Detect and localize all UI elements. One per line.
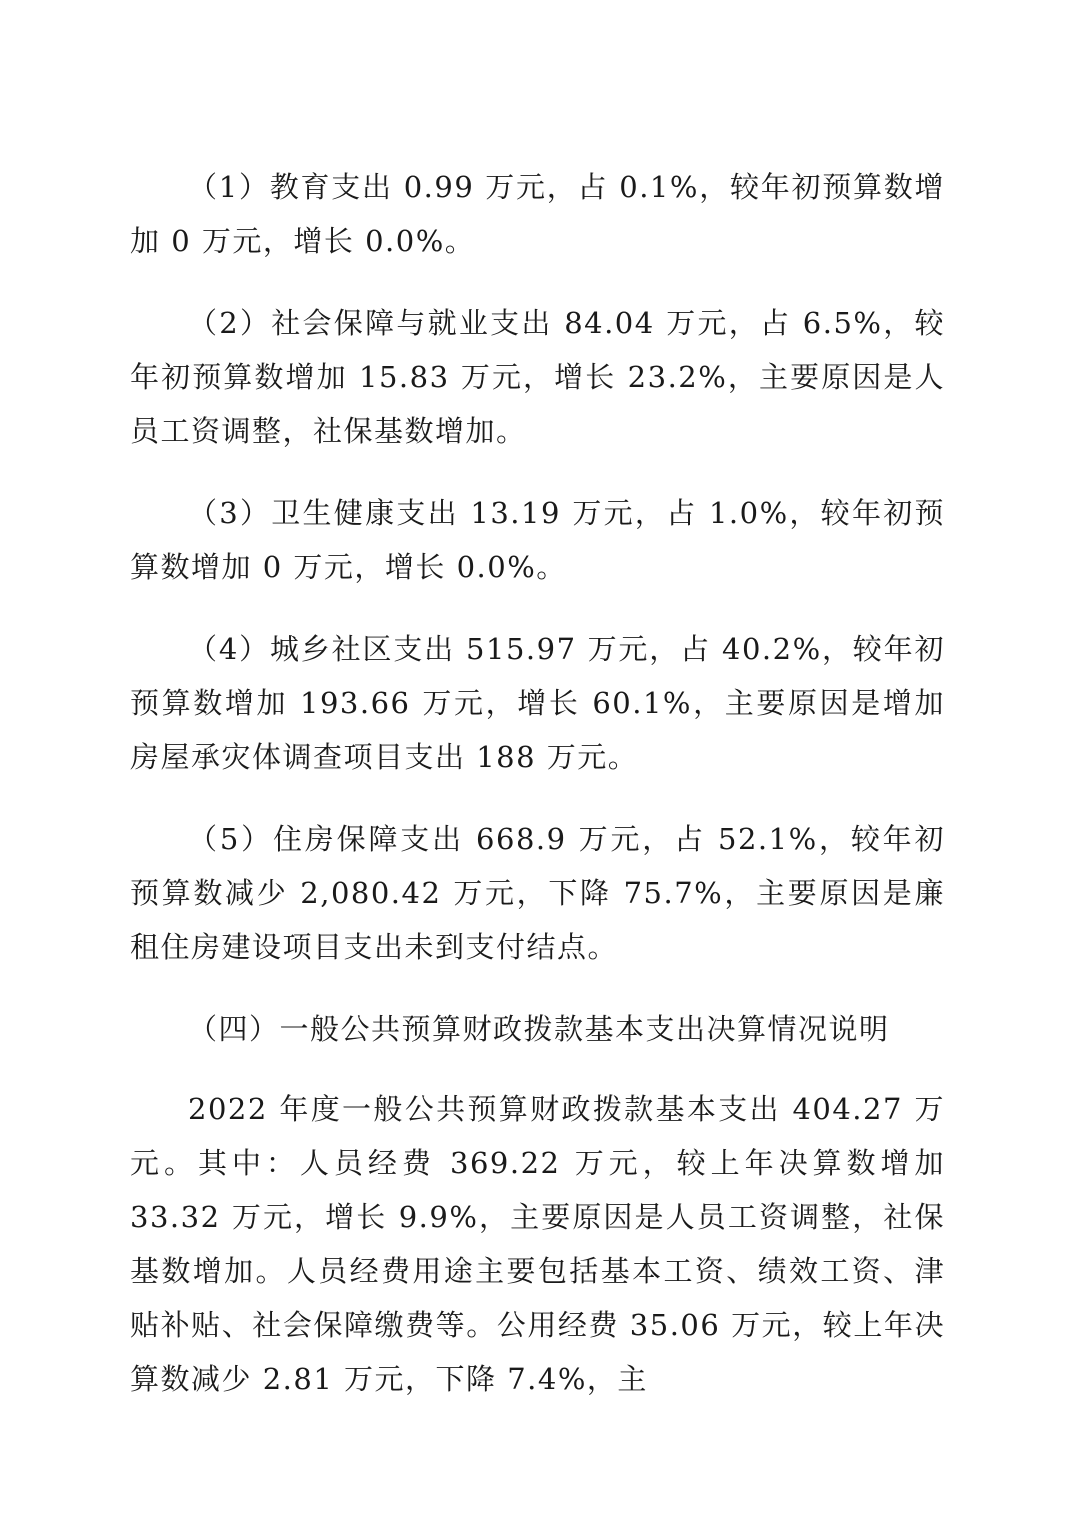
expense-item-health: （3）卫生健康支出 13.19 万元，占 1.0%，较年初预算数增加 0 万元，增长 0.0%。 bbox=[130, 496, 945, 584]
section-heading: （四）一般公共预算财政拨款基本支出决算情况说明 bbox=[188, 1012, 890, 1046]
document-page bbox=[130, 160, 945, 1406]
expense-item-education: （1）教育支出 0.99 万元，占 0.1%，较年初预算数增加 0 万元，增长 0.0%。 bbox=[130, 170, 945, 258]
expense-item-social-security: （2）社会保障与就业支出 84.04 万元，占 6.5%，较年初预算数增加 15.83 万元，增长 23.2%，主要原因是人员工资调整，社保基数增加。 bbox=[130, 306, 945, 448]
body-paragraph: 2022 年度一般公共预算财政拨款基本支出 404.27 万元。其中：人员经费 369.22 万元，较上年决算数增加 33.32 万元，增长 9.9%，主要原因是人员工资调整，社保基数增加。人员经费用途主要包括基本工资、绩效工资、津贴补贴、社会保障缴费等。公用经费 35.06 万元，较上年决算数减少 2.81 万元，下降 7.4%，主 bbox=[130, 1092, 945, 1396]
expense-item-housing: （5）住房保障支出 668.9 万元，占 52.1%，较年初预算数减少 2,080.42 万元，下降 75.7%，主要原因是廉租住房建设项目支出未到支付结点。 bbox=[130, 822, 945, 964]
expense-item-urban-rural: （4）城乡社区支出 515.97 万元，占 40.2%，较年初预算数增加 193.66 万元，增长 60.1%，主要原因是增加房屋承灾体调查项目支出 188 万元。 bbox=[130, 632, 945, 774]
